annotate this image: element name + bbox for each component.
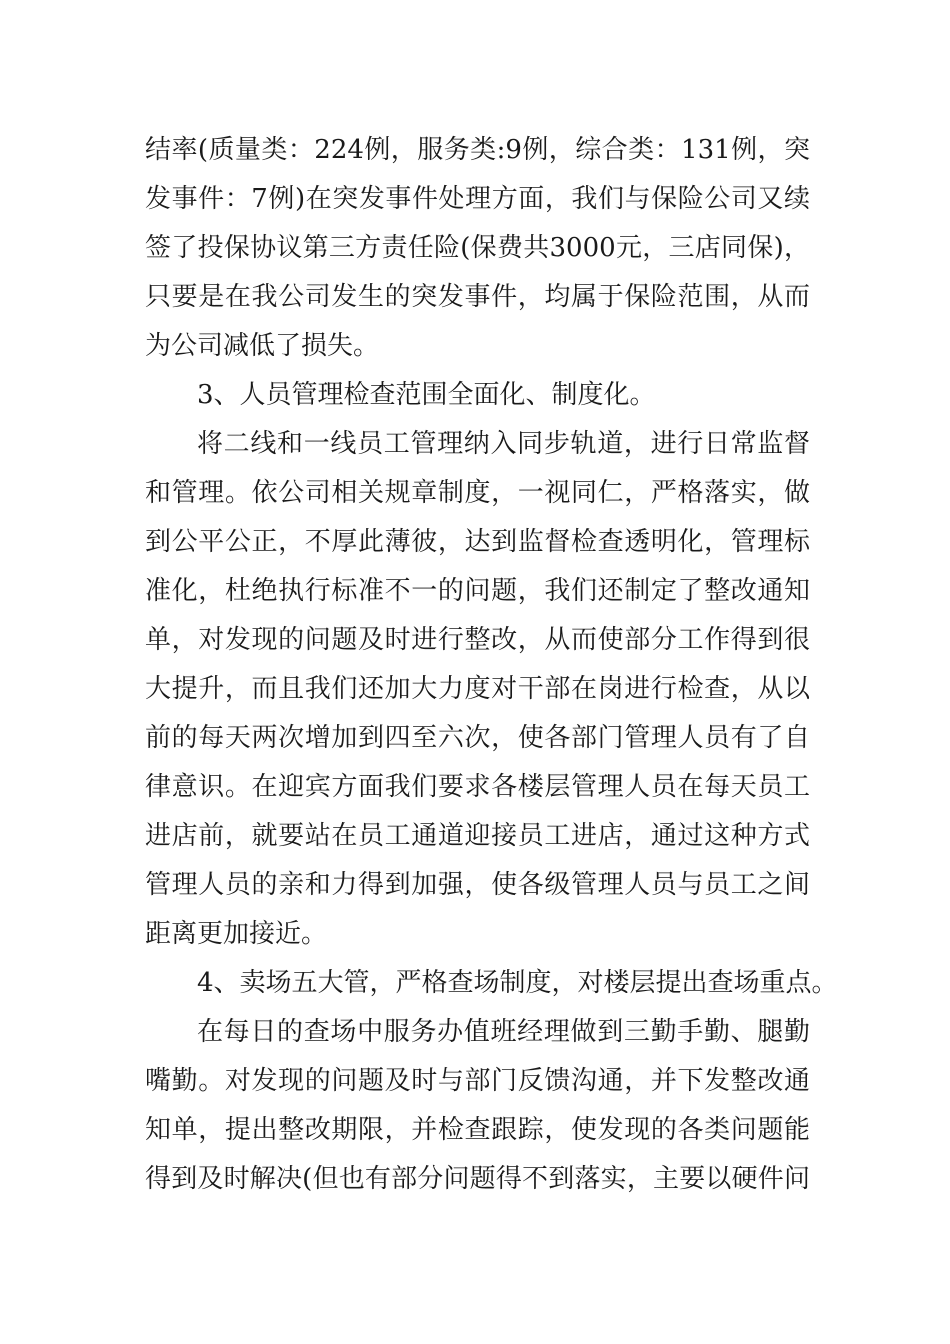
text-line: 结率(质量类：224例，服务类:9例，综合类：131例，突 xyxy=(145,135,810,165)
text-line: 进店前，就要站在员工通道迎接员工进店，通过这种方式 xyxy=(145,821,810,851)
document-body xyxy=(145,126,838,1204)
section-heading: 3、人员管理检查范围全面化、制度化。 xyxy=(197,380,656,410)
text-line: 为公司减低了损失。 xyxy=(145,331,380,361)
text-line: 距离更加接近。 xyxy=(145,919,328,949)
text-line: 大提升，而且我们还加大力度对干部在岗进行检查，从以 xyxy=(145,674,810,704)
section-heading: 4、卖场五大管，严格查场制度，对楼层提出查场重点。 xyxy=(197,968,838,998)
text-line: 律意识。在迎宾方面我们要求各楼层管理人员在每天员工 xyxy=(145,772,810,802)
text-line: 将二线和一线员工管理纳入同步轨道，进行日常监督 xyxy=(197,429,810,459)
text-line: 单，对发现的问题及时进行整改，从而使部分工作得到很 xyxy=(145,625,810,655)
text-line: 前的每天两次增加到四至六次，使各部门管理人员有了自 xyxy=(145,723,810,753)
text-line: 准化，杜绝执行标准不一的问题，我们还制定了整改通知 xyxy=(145,576,810,606)
text-line: 在每日的查场中服务办值班经理做到三勤手勤、腿勤 xyxy=(197,1017,810,1047)
text-line: 知单，提出整改期限，并检查跟踪，使发现的各类问题能 xyxy=(145,1115,810,1145)
text-line: 到公平公正，不厚此薄彼，达到监督检查透明化，管理标 xyxy=(145,527,810,557)
text-line: 签了投保协议第三方责任险(保费共3000元，三店同保)， xyxy=(145,233,810,263)
text-line: 嘴勤。对发现的问题及时与部门反馈沟通，并下发整改通 xyxy=(145,1066,810,1096)
text-line: 管理人员的亲和力得到加强，使各级管理人员与员工之间 xyxy=(145,870,810,900)
text-line: 发事件：7例)在突发事件处理方面，我们与保险公司又续 xyxy=(145,184,810,214)
text-line: 和管理。依公司相关规章制度，一视同仁，严格落实，做 xyxy=(145,478,810,508)
text-line: 只要是在我公司发生的突发事件，均属于保险范围，从而 xyxy=(145,282,810,312)
text-line: 得到及时解决(但也有部分问题得不到落实，主要以硬件问 xyxy=(145,1164,810,1194)
